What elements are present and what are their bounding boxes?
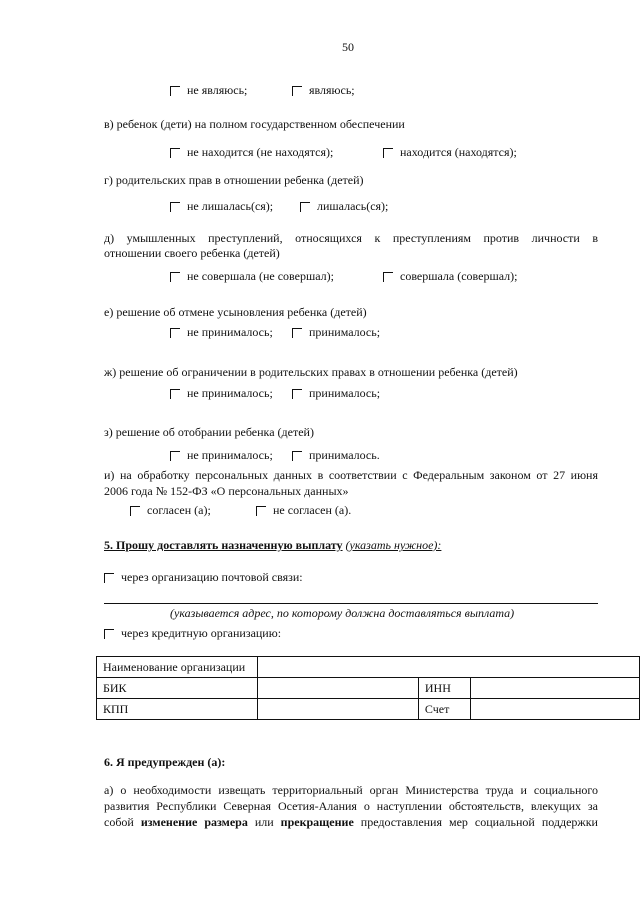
checkbox-icon (300, 202, 310, 212)
org-name-label: Наименование организации (97, 657, 258, 678)
option-e-yes[interactable]: принималось; (292, 325, 380, 340)
table-row (97, 657, 640, 678)
section6-line1: а) о необходимости извещать территориальный орган Министерства труда и социального (104, 783, 598, 797)
item-i-line1: и) на обработку персональных данных в соответствии с Федеральным законом от 27 июня (104, 468, 598, 482)
checkbox-icon (292, 389, 302, 399)
section6-line3: собой изменение размера или прекращение предоставления мер социальной поддержки (104, 815, 598, 829)
bik-label: БИК (97, 678, 258, 699)
bik-field[interactable] (258, 678, 419, 699)
item-z-label: з) решение об отобрании ребенка (детей) (104, 425, 314, 439)
option-credit-org[interactable]: через кредитную организацию: (104, 626, 281, 641)
kpp-label: КПП (97, 699, 258, 720)
option-consent[interactable]: согласен (а); (130, 503, 211, 518)
checkbox-icon (292, 328, 302, 338)
checkbox-icon (170, 86, 180, 96)
item-e-label: е) решение об отмене усыновления ребенка (детей) (104, 305, 367, 319)
section5-heading (104, 538, 441, 553)
checkbox-icon (383, 272, 393, 282)
table-row (97, 678, 640, 699)
option-e-not[interactable]: не принималось; (170, 325, 273, 340)
option-g-not[interactable]: не лишалась(ся); (170, 199, 273, 214)
checkbox-icon (170, 451, 180, 461)
checkbox-icon (292, 86, 302, 96)
checkbox-icon (170, 148, 180, 158)
option-no-consent[interactable]: не согласен (а). (256, 503, 351, 518)
inn-field[interactable] (471, 678, 640, 699)
option-not-being[interactable]: не являюсь; (170, 83, 247, 98)
table-row (97, 699, 640, 720)
section6-title: 6. Я предупрежден (а): (104, 755, 226, 769)
address-caption: (указывается адрес, по которому должна доставляться выплата) (170, 606, 515, 620)
item-zh-label: ж) решение об ограничении в родительских правах в отношении ребенка (детей) (104, 365, 518, 379)
org-name-field[interactable] (258, 657, 640, 678)
bank-details-table (96, 656, 640, 720)
page-number: 50 (342, 40, 354, 54)
option-v-yes[interactable]: находится (находятся); (383, 145, 517, 160)
item-v-label: в) ребенок (дети) на полном государственном обеспечении (104, 117, 405, 131)
checkbox-icon (170, 202, 180, 212)
option-v-not[interactable]: не находится (не находятся); (170, 145, 333, 160)
option-d-not[interactable]: не совершала (не совершал); (170, 269, 334, 284)
option-g-yes[interactable]: лишалась(ся); (300, 199, 388, 214)
option-zh-yes[interactable]: принималось; (292, 386, 380, 401)
item-d-line1: д) умышленных преступлений, относящихся к преступлениям против личности в (104, 231, 598, 245)
checkbox-icon (130, 506, 140, 516)
item-g-label: г) родительских прав в отношении ребенка (детей) (104, 173, 364, 187)
checkbox-icon (104, 629, 114, 639)
inn-label: ИНН (418, 678, 471, 699)
option-z-yes[interactable]: принималось. (292, 448, 380, 463)
item-i-line2: 2006 года № 152-ФЗ «О персональных данных» (104, 484, 349, 498)
checkbox-icon (292, 451, 302, 461)
checkbox-icon (256, 506, 266, 516)
checkbox-icon (104, 573, 114, 583)
kpp-field[interactable] (258, 699, 419, 720)
option-d-yes[interactable]: совершала (совершал); (383, 269, 517, 284)
section5-hint: (указать нужное): (345, 538, 442, 552)
checkbox-icon (170, 389, 180, 399)
section6-line2: развития Республики Северная Осетия-Алания о наступлении обстоятельств, влекущих за (104, 799, 598, 813)
checkbox-icon (383, 148, 393, 158)
address-line[interactable] (104, 603, 598, 604)
account-field[interactable] (471, 699, 640, 720)
option-being[interactable]: являюсь; (292, 83, 355, 98)
checkbox-icon (170, 272, 180, 282)
section5-title: 5. Прошу доставлять назначенную выплату (104, 538, 343, 552)
item-d-line2: отношении своего ребенка (детей) (104, 246, 280, 260)
option-post-delivery[interactable]: через организацию почтовой связи: (104, 570, 303, 585)
account-label: Счет (418, 699, 471, 720)
checkbox-icon (170, 328, 180, 338)
option-z-not[interactable]: не принималось; (170, 448, 273, 463)
option-zh-not[interactable]: не принималось; (170, 386, 273, 401)
